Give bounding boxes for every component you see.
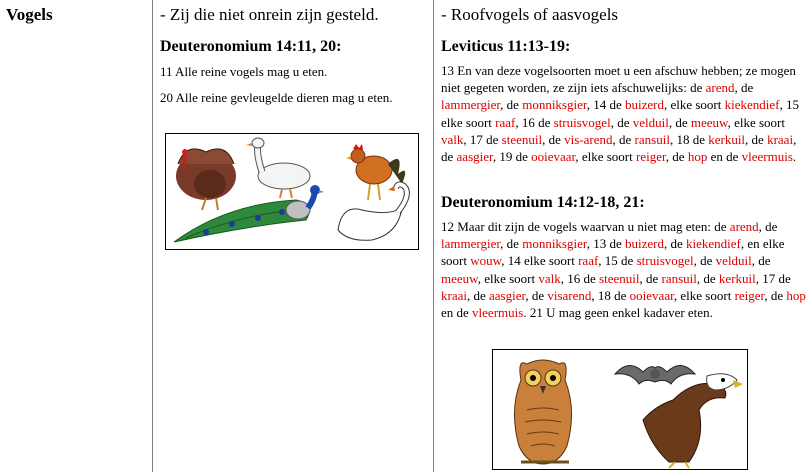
deuteronomium-passage: 12 Maar dit zijn de vogels waarvan u niet mag eten: de arend, de lammergier, de monniksgier, 13 de buizerd, de kiekendief, en elke soort wouw, 14 elke soort raaf, 15 de struisvogel, de velduil, de meeuw, elke soort valk, 16 de steenuil, de ransuil, de kerkuil, 17 de kraai, de aasgier, de visarend, 18 de ooievaar, elke soort reiger, de hop en de vleermuis. 21 U mag geen enkel kadaver eten.: [441, 219, 806, 321]
unclean-birds-column: [433, 0, 811, 472]
deuteronomium-reference-2: Deuteronomium 14:12-18, 21:: [441, 194, 645, 211]
verse-20: 20 Alle reine gevleugelde dieren mag u eten.: [160, 90, 393, 105]
verse-11: 11 Alle reine vogels mag u eten.: [160, 64, 328, 79]
clean-birds-column: [152, 0, 433, 472]
unclean-birds-subtitle: - Roofvogels of aasvogels: [441, 5, 619, 24]
leviticus-passage: 13 En van deze vogelsoorten moet u een afschuw hebben; ze mogen niet gegeten worden, ze zijn iets afschuwelijks: de arend, de lammergier, de monniksgier, 14 de buizerd, elke soort kiekendief, 15 elke soort raaf, 16 de struisvogel, de velduil, de meeuw, elke soort valk, 17 de steenuil, de vis-arend, de ransuil, 18 de kerkuil, de kraai, de aasgier, 19 de ooievaar, elke soort reiger, de hop en de vleermuis.: [441, 63, 799, 165]
rooster-icon: [346, 144, 405, 200]
clean-birds-subtitle: - Zij die niet onrein zijn gesteld.: [160, 5, 379, 24]
leviticus-reference: Leviticus 11:13-19:: [441, 38, 571, 55]
clean-birds-illustration: [165, 133, 419, 250]
swan-icon: [338, 184, 407, 240]
eagle-icon: [643, 374, 743, 468]
goose-icon: [246, 138, 310, 198]
unclean-birds-illustration: [492, 349, 748, 470]
turkey-icon: [176, 149, 236, 210]
category-title: Vogels: [6, 5, 53, 24]
deuteronomium-reference: Deuteronomium 14:11, 20:: [160, 38, 342, 55]
bat-icon: [615, 365, 695, 384]
owl-icon: [514, 360, 571, 464]
category-column: [0, 0, 152, 472]
